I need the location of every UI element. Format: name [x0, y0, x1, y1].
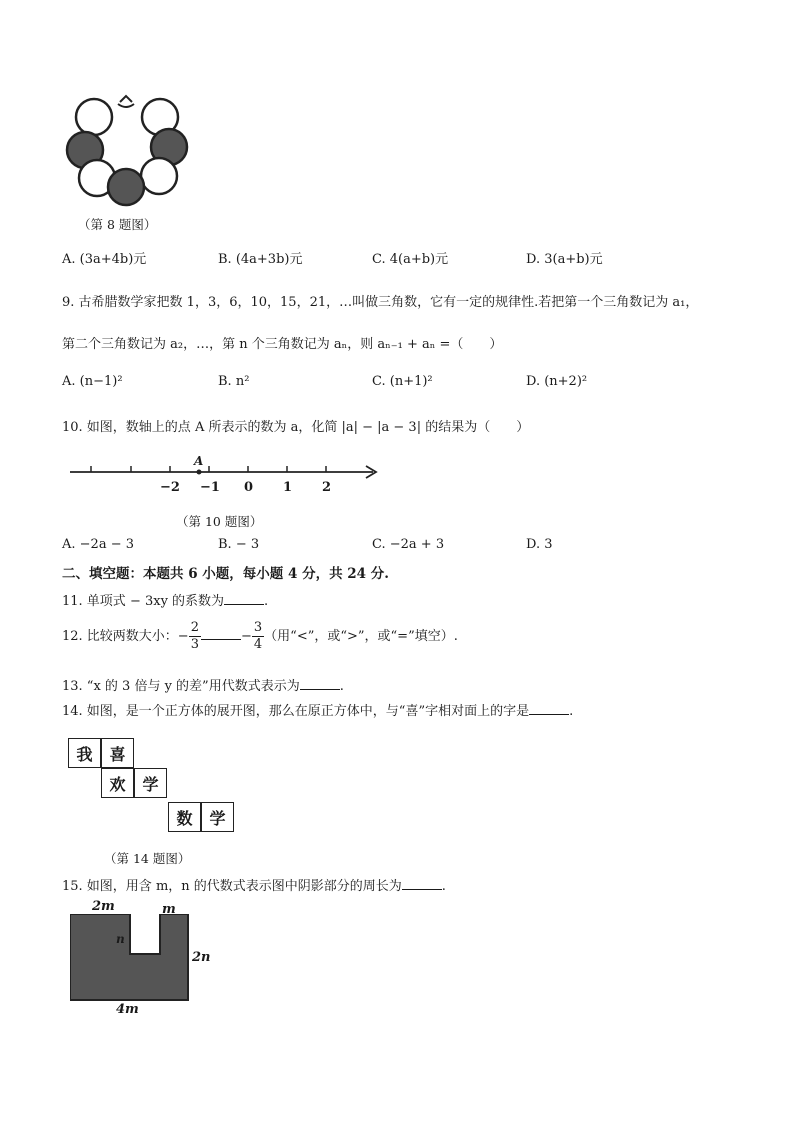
- q12-fraction-2-den: 4: [253, 637, 263, 652]
- q12-fraction-1-den: 3: [190, 637, 199, 652]
- q11-end: .: [264, 594, 269, 609]
- label-4m: 4m: [116, 1002, 139, 1017]
- q15-stem: 15. 如图，用含 m，n 的代数式表示图中阴影部分的周长为: [62, 879, 402, 894]
- q12-fraction-2-num: 3: [253, 620, 263, 635]
- q8-option-c[interactable]: C. 4(a+b)元: [372, 252, 449, 267]
- q11-answer-blank[interactable]: [224, 592, 264, 605]
- label-2m: 2m: [92, 899, 115, 914]
- cube-net-figure: [68, 738, 248, 838]
- cube-net-cell-6: 学: [201, 802, 234, 832]
- q9-stem-line1: 9. 古希腊数学家把数 1，3，6，10，15，21，…叫做三角数，它有一定的规律性.若把第一个三角数记为 a₁，: [62, 295, 699, 310]
- q11-row: [62, 590, 268, 609]
- q9-option-d[interactable]: D. (n+2)²: [526, 374, 588, 389]
- q10-option-d[interactable]: D. 3: [526, 537, 553, 552]
- q14-stem: 14. 如图，是一个正方体的展开图，那么在原正方体中，与“喜”字相对面上的字是: [62, 704, 530, 719]
- q13-end: .: [339, 679, 344, 694]
- q12-prefix: 12. 比较两数大小：−: [62, 629, 189, 644]
- q14-row: [62, 700, 573, 719]
- tick-label-0: 0: [244, 480, 254, 495]
- q12-fraction-1-num: 2: [190, 620, 199, 635]
- label-2n: 2n: [192, 950, 211, 965]
- q10-caption: （第 10 题图）: [176, 514, 263, 529]
- label-n: n: [116, 932, 125, 946]
- q15-row: [62, 875, 446, 894]
- q12-fraction-2: [252, 620, 264, 653]
- q13-row: [62, 675, 344, 694]
- label-m: m: [162, 902, 176, 917]
- q15-answer-blank[interactable]: [402, 877, 442, 890]
- cube-net-cell-1: 我: [68, 738, 101, 768]
- cube-net-cell-2: 喜: [101, 738, 134, 768]
- q15-end: .: [441, 879, 446, 894]
- cube-net-cell-4: 学: [134, 768, 167, 798]
- point-a-label: A: [194, 454, 204, 468]
- q9-option-b[interactable]: B. n²: [218, 374, 250, 389]
- q10-option-b[interactable]: B. − 3: [218, 537, 260, 552]
- q14-end: .: [569, 704, 574, 719]
- tick-label-1: 1: [283, 480, 293, 495]
- q11-stem: 11. 单项式 − 3xy 的系数为: [62, 594, 225, 609]
- q9-option-c[interactable]: C. (n+1)²: [372, 374, 433, 389]
- q12-suffix: （用“<”，或“>”，或“=”填空）.: [264, 629, 458, 644]
- q8-option-b[interactable]: B. (4a+3b)元: [218, 252, 303, 267]
- q12-fraction-1: [189, 620, 201, 653]
- q12-answer-blank[interactable]: [201, 627, 241, 640]
- q8-option-a[interactable]: A. (3a+4b)元: [62, 252, 147, 267]
- cube-net-cell-3: 欢: [101, 768, 134, 798]
- q8-option-d[interactable]: D. 3(a+b)元: [526, 252, 603, 267]
- cube-net-cell-5: 数: [168, 802, 201, 832]
- number-line-figure: [68, 452, 388, 502]
- q10-option-a[interactable]: A. −2a − 3: [62, 537, 134, 552]
- q8-caption: （第 8 题图）: [78, 217, 157, 232]
- tick-label-neg2: −2: [160, 480, 180, 495]
- section-2-title: 二、填空题：本题共 6 小题，每小题 4 分，共 24 分.: [62, 566, 389, 582]
- shaded-shape-figure: [70, 914, 190, 1004]
- q13-answer-blank[interactable]: [300, 677, 340, 690]
- tick-label-neg1: −1: [200, 480, 220, 495]
- q12-minus: −: [240, 629, 252, 644]
- q10-option-c[interactable]: C. −2a + 3: [372, 537, 445, 552]
- q12-row: [62, 620, 458, 653]
- bracelet-figure: [62, 92, 192, 207]
- q14-caption: （第 14 题图）: [104, 851, 191, 866]
- q14-answer-blank[interactable]: [529, 702, 569, 715]
- q10-stem: 10. 如图，数轴上的点 A 所表示的数为 a，化简 |a| − |a − 3| 的结果为（ ）: [62, 420, 530, 435]
- q13-stem: 13. “x 的 3 倍与 y 的差”用代数式表示为: [62, 679, 300, 694]
- tick-label-2: 2: [322, 480, 332, 495]
- q9-option-a[interactable]: A. (n−1)²: [62, 374, 123, 389]
- q9-stem-line2: 第二个三角数记为 a₂，…，第 n 个三角数记为 aₙ，则 aₙ₋₁ + aₙ =（ ）: [62, 337, 503, 352]
